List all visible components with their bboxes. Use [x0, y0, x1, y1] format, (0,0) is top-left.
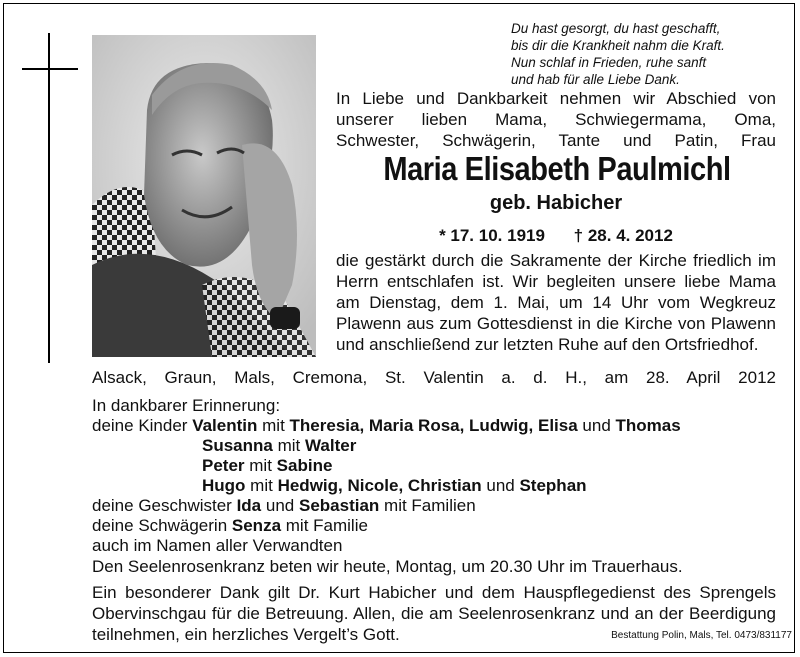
motto-verse	[511, 20, 725, 88]
family-name: Hedwig, Nicole, Christian	[277, 476, 482, 495]
family-name: Walter	[305, 436, 357, 455]
family-line-relatives: auch im Namen aller Verwandten	[92, 536, 343, 555]
family-line-children	[92, 416, 681, 436]
death-date: † 28. 4. 2012	[573, 226, 673, 245]
family-text: und	[582, 416, 611, 435]
family-name: Senza	[231, 516, 282, 535]
funeral-announcement: die gestärkt durch die Sakramente der Kirche friedlich im Herrn entschlafen ist. Wir begleiten unsere liebe Mama am Dienstag, dem 1. Mai, um 14 Uhr vom Wegkreuz Plawenn aus zum Gottesdienst in die Kirche von Plawenn und anschließend zur letzten Ruhe auf den Ortsfriedhof.	[336, 251, 776, 354]
family-name: Sebastian	[298, 496, 380, 515]
funeral-home-credit: Bestattung Polin, Mals, Tel. 0473/831177	[611, 630, 792, 641]
family-name: Stephan	[519, 476, 587, 495]
family-text: deine Kinder	[92, 416, 188, 435]
family-line-siblings	[92, 496, 476, 516]
family-text: und	[265, 496, 295, 515]
family-line-peter	[202, 456, 332, 476]
family-name: Thomas	[615, 416, 681, 435]
family-text: deine Geschwister	[92, 496, 232, 515]
intro-text	[336, 88, 776, 151]
family-text: mit	[277, 436, 301, 455]
family-name: Sabine	[276, 456, 333, 475]
thanks-text: Ein besonderer Dank gilt Dr. Kurt Habicher und dem Hauspflegedienst des Sprengels Obervinschgau für die Betreuung. Allen, die am Seelenrosenkranz und an der Beerdigung teilnehmen, ein herzliches Vergelt’s Gott.	[92, 583, 776, 644]
maiden-name: geb. Habicher	[489, 192, 623, 214]
intro-line: Schwester, Schwägerin, Tante und Patin, Frau	[336, 131, 776, 150]
motto-line: Du hast gesorgt, du hast geschafft,	[511, 21, 721, 36]
family-text: mit Familie	[285, 516, 368, 535]
family-name: Hugo	[202, 476, 246, 495]
family-name: Theresia, Maria Rosa, Ludwig, Elisa	[289, 416, 578, 435]
cross-icon-bar	[22, 68, 78, 70]
birth-date: * 17. 10. 1919	[439, 226, 545, 245]
portrait-image	[92, 35, 316, 357]
life-dates	[336, 226, 776, 246]
family-line-susanna	[202, 436, 356, 456]
family-text: mit	[262, 416, 285, 435]
family-text: mit Familien	[384, 496, 476, 515]
family-text: mit	[250, 476, 273, 495]
intro-line: In Liebe und Dankbarkeit nehmen wir Abschied von	[336, 89, 776, 108]
intro-line: unserer lieben Mama, Schwiegermama, Oma,	[336, 110, 776, 129]
family-name: Peter	[202, 456, 245, 475]
family-name: Valentin	[192, 416, 258, 435]
cross-icon	[48, 33, 50, 363]
deceased-name: Maria Elisabeth Paulmichl	[383, 150, 731, 187]
family-text: deine Schwägerin	[92, 516, 228, 535]
motto-line: und hab für alle Liebe Dank.	[511, 72, 680, 87]
family-text: mit	[249, 456, 272, 475]
motto-line: Nun schlaf in Frieden, ruhe sanft	[511, 55, 707, 70]
motto-line: bis dir die Krankheit nahm die Kraft.	[511, 38, 725, 53]
rosary-notice: Den Seelenrosenkranz beten wir heute, Montag, um 20.30 Uhr im Trauerhaus.	[92, 557, 683, 576]
family-name: Ida	[236, 496, 262, 515]
family-name: Susanna	[202, 436, 273, 455]
family-line-hugo	[202, 476, 587, 496]
place-and-date: Alsack, Graun, Mals, Cremona, St. Valentin a. d. H., am 28. April 2012	[92, 368, 776, 387]
remembrance-heading: In dankbarer Erinnerung:	[92, 396, 281, 415]
portrait-photo	[92, 35, 316, 357]
family-text: und	[486, 476, 515, 495]
family-line-sister-in-law	[92, 516, 368, 536]
